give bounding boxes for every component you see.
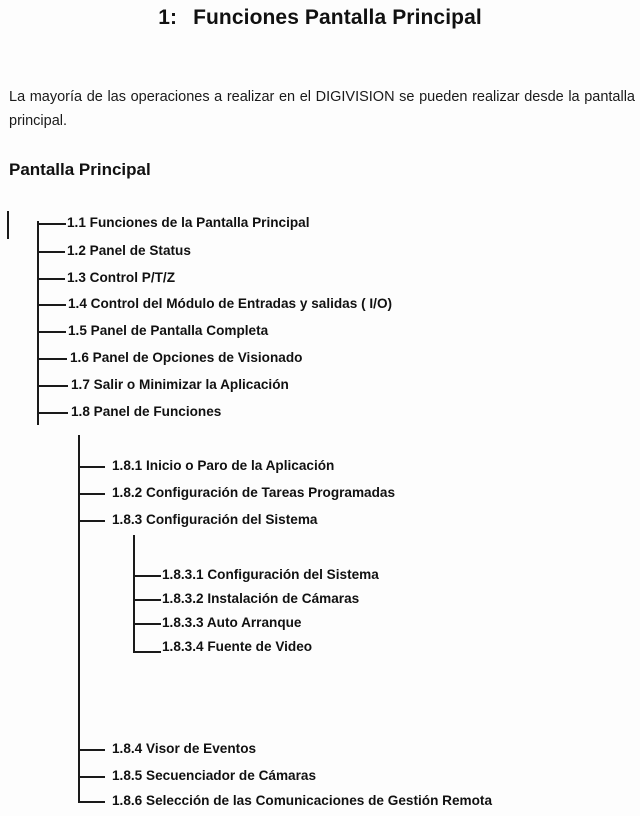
tree-item-1-8-3-1: 1.8.3.1 Configuración del Sistema	[162, 567, 379, 582]
connector	[78, 749, 105, 751]
tree-item-1-8-2: 1.8.2 Configuración de Tareas Programadas	[112, 485, 396, 500]
connector	[78, 776, 105, 778]
tree-trunk-level2	[78, 435, 80, 802]
connector	[37, 358, 67, 360]
connector	[78, 801, 105, 803]
connector	[133, 575, 161, 577]
tree-item-1-7: 1.7 Salir o Minimizar la Aplicación	[71, 377, 289, 392]
title-number: 1:	[158, 6, 178, 29]
section-heading: Pantalla Principal	[9, 160, 151, 179]
tree-item-1-8-6: 1.8.6 Selección de las Comunicaciones de Gestión Remota	[112, 793, 493, 808]
connector	[37, 385, 68, 387]
connector	[133, 623, 161, 625]
tree-trunk-level3	[133, 535, 135, 652]
tree-item-1-8: 1.8 Panel de Funciones	[71, 404, 222, 419]
tree-item-1-4: 1.4 Control del Módulo de Entradas y salidas ( I/O)	[68, 296, 393, 311]
connector	[78, 466, 105, 468]
tree-item-1-8-3-4: 1.8.3.4 Fuente de Video	[162, 639, 313, 654]
tree-item-1-5: 1.5 Panel de Pantalla Completa	[68, 323, 269, 338]
connector	[78, 520, 105, 522]
tree-item-1-8-3: 1.8.3 Configuración del Sistema	[112, 512, 318, 527]
tree-item-1-8-3-2: 1.8.3.2 Instalación de Cámaras	[162, 591, 360, 606]
connector	[37, 223, 66, 225]
tree-item-1-8-5: 1.8.5 Secuenciador de Cámaras	[112, 768, 317, 783]
tree-item-1-8-3-3: 1.8.3.3 Auto Arranque	[162, 615, 302, 630]
connector	[37, 331, 66, 333]
tree-item-1-1: 1.1 Funciones de la Pantalla Principal	[67, 215, 310, 230]
tree-item-1-8-4: 1.8.4 Visor de Eventos	[112, 741, 257, 756]
tree-item-1-6: 1.6 Panel de Opciones de Visionado	[70, 350, 303, 365]
connector	[37, 304, 66, 306]
tree-item-1-8-1: 1.8.1 Inicio o Paro de la Aplicación	[112, 458, 335, 473]
intro-paragraph: La mayoría de las operaciones a realizar en el DIGIVISION se pueden realizar desde la pantalla principal.	[9, 89, 635, 129]
connector	[133, 599, 161, 601]
page-title	[0, 6, 640, 30]
tree-item-1-2: 1.2 Panel de Status	[67, 243, 191, 258]
title-text: Funciones Pantalla Principal	[193, 6, 482, 29]
connector	[37, 278, 65, 280]
connector	[37, 412, 68, 414]
connector	[78, 493, 105, 495]
connector	[133, 651, 161, 653]
stray-mark	[7, 211, 9, 239]
tree-item-1-3: 1.3 Control P/T/Z	[67, 270, 175, 285]
connector	[37, 251, 65, 253]
